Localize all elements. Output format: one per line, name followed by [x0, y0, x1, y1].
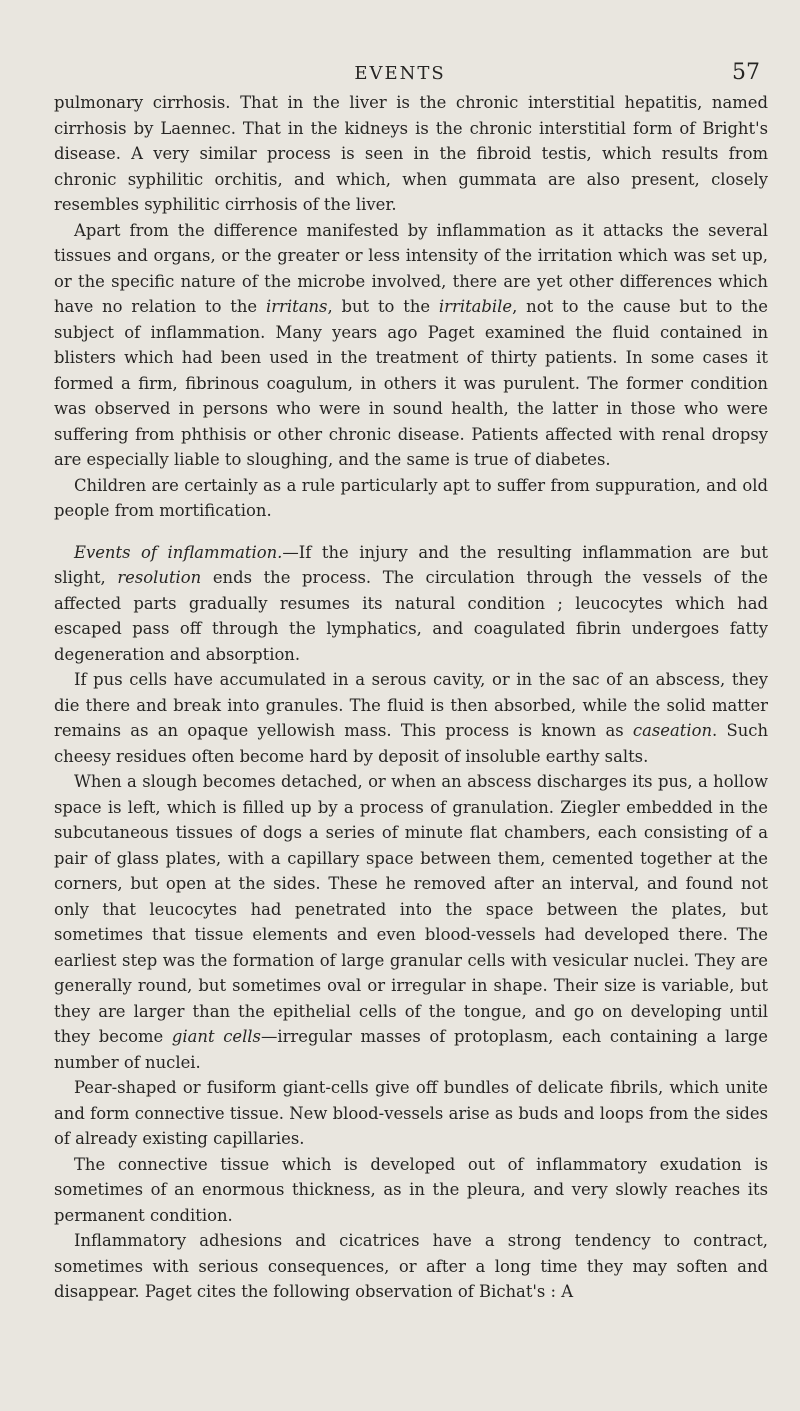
italic-term-giant-cells: giant cells	[171, 1027, 261, 1046]
text-run: . Such cheesy residues often become hard by deposit of insoluble earthy salts.	[54, 721, 768, 766]
text-run: When a slough becomes detached, or when an abscess discharges its pus, a hollow space is left, which is filled up by a process of granulation. Ziegler embedded in the subcutaneous tissues of dogs a series of minute flat chambers, each consisting of a pair of glass plates, with a capillary space between them, cemented together at the corners, but open at the sides. These he removed after an interval, and found not only that leucocytes had penetrated into the space between the plates, but sometimes that tissue elements and even blood-vessels had developed there. The earliest step was the formation of large granular cells with vesicular nuclei. They are generally round, but sometimes oval or irregular in shape. Their size is variable, but they are larger than the epithelial cells of the tongue, and go on developing until they become	[54, 772, 768, 1046]
italic-term-resolution: resolution	[117, 568, 202, 587]
section-heading-events: Events of inflammation.	[74, 542, 283, 562]
paragraph-granulation	[54, 769, 768, 1075]
text-run: If pus cells have accumulated in a serous cavity, or in the sac of an abscess, they die there and break into granules. The fluid is then absorbed, while the solid matter remains as an opaque yellowish mass. This process is known as	[54, 670, 768, 740]
text-run: Inflammatory adhesions and cicatrices have a strong tendency to contract, sometimes with serious consequences, or after a long time they may soften and disappear. Paget cites the following observation of Bichat's : A	[54, 1231, 768, 1301]
text-run: —irregular masses of protoplasm, each containing a large number of nuclei.	[54, 1027, 768, 1072]
paragraph-adhesions	[54, 1228, 768, 1305]
section-gap	[54, 524, 768, 540]
paragraph-giant-cells	[54, 1075, 768, 1152]
text-run: pulmonary cirrhosis. That in the liver is the chronic interstitial hepatitis, named cirrhosis by Laennec. That in the kidneys is the chronic interstitial form of Bright's disease. A very similar process is seen in the fibroid testis, which results from chronic syphilitic orchitis, and which, when gummata are also present, closely resembles syphilitic cirrhosis of the liver.	[54, 93, 768, 214]
text-run: Children are certainly as a rule particularly apt to suffer from suppuration, and old people from mortification.	[54, 475, 768, 520]
text-run: —If the injury and the resulting inflammation are but slight,	[54, 542, 768, 587]
body-text	[54, 90, 768, 1305]
running-title: EVENTS	[354, 63, 446, 84]
running-head	[0, 52, 800, 92]
italic-term-caseation: caseation	[632, 721, 713, 740]
italic-term-irritabile: irritabile	[438, 297, 513, 316]
paragraph-events-of-inflammation	[54, 540, 768, 668]
text-run: Pear-shaped or fusiform giant-cells give off bundles of delicate fibrils, which unite and form connective tissue. New blood-vessels arise as buds and loops from the sides of already existing capillaries.	[54, 1078, 768, 1148]
text-run: The connective tissue which is developed out of inflammatory exudation is sometimes of an enormous thickness, as in the pleura, and very slowly reaches its permanent condition.	[54, 1154, 768, 1225]
text-run: , not to the cause but to the subject of inflammation. Many years ago Paget examined the fluid contained in blisters which had been used in the treatment of thirty patients. In some cases it formed a firm, fibrinous coagulum, in others it was purulent. The former condition was observed in persons who were in sound health, the latter in those who were suffering from phthisis or other chronic disease. Patients affected with renal dropsy are especially liable to sloughing, and the same is true of diabetes.	[54, 297, 769, 469]
text-run: Apart from the difference manifested by inflammation as it attacks the several tissues and organs, or the greater or less intensity of the irritation which was set up, or the specific nature of the microbe involved, there are yet other differences which have no relation to the	[54, 220, 768, 316]
text-run: ends the process. The circulation through the vessels of the affected parts gradually resumes its natural condition ; leucocytes which had escaped pass off through the lymphatics, and coagulated fibrin undergoes fatty degeneration and absorption.	[54, 568, 768, 664]
paragraph-caseation	[54, 667, 768, 769]
paragraph-irritans	[54, 218, 768, 473]
paragraph-connective-tissue	[54, 1152, 768, 1229]
paragraph-cirrhosis	[54, 90, 768, 218]
paragraph-children	[54, 473, 768, 524]
italic-term-irritans: irritans	[265, 297, 328, 316]
text-run: , but to the	[327, 297, 439, 316]
page-number: 57	[732, 60, 760, 85]
